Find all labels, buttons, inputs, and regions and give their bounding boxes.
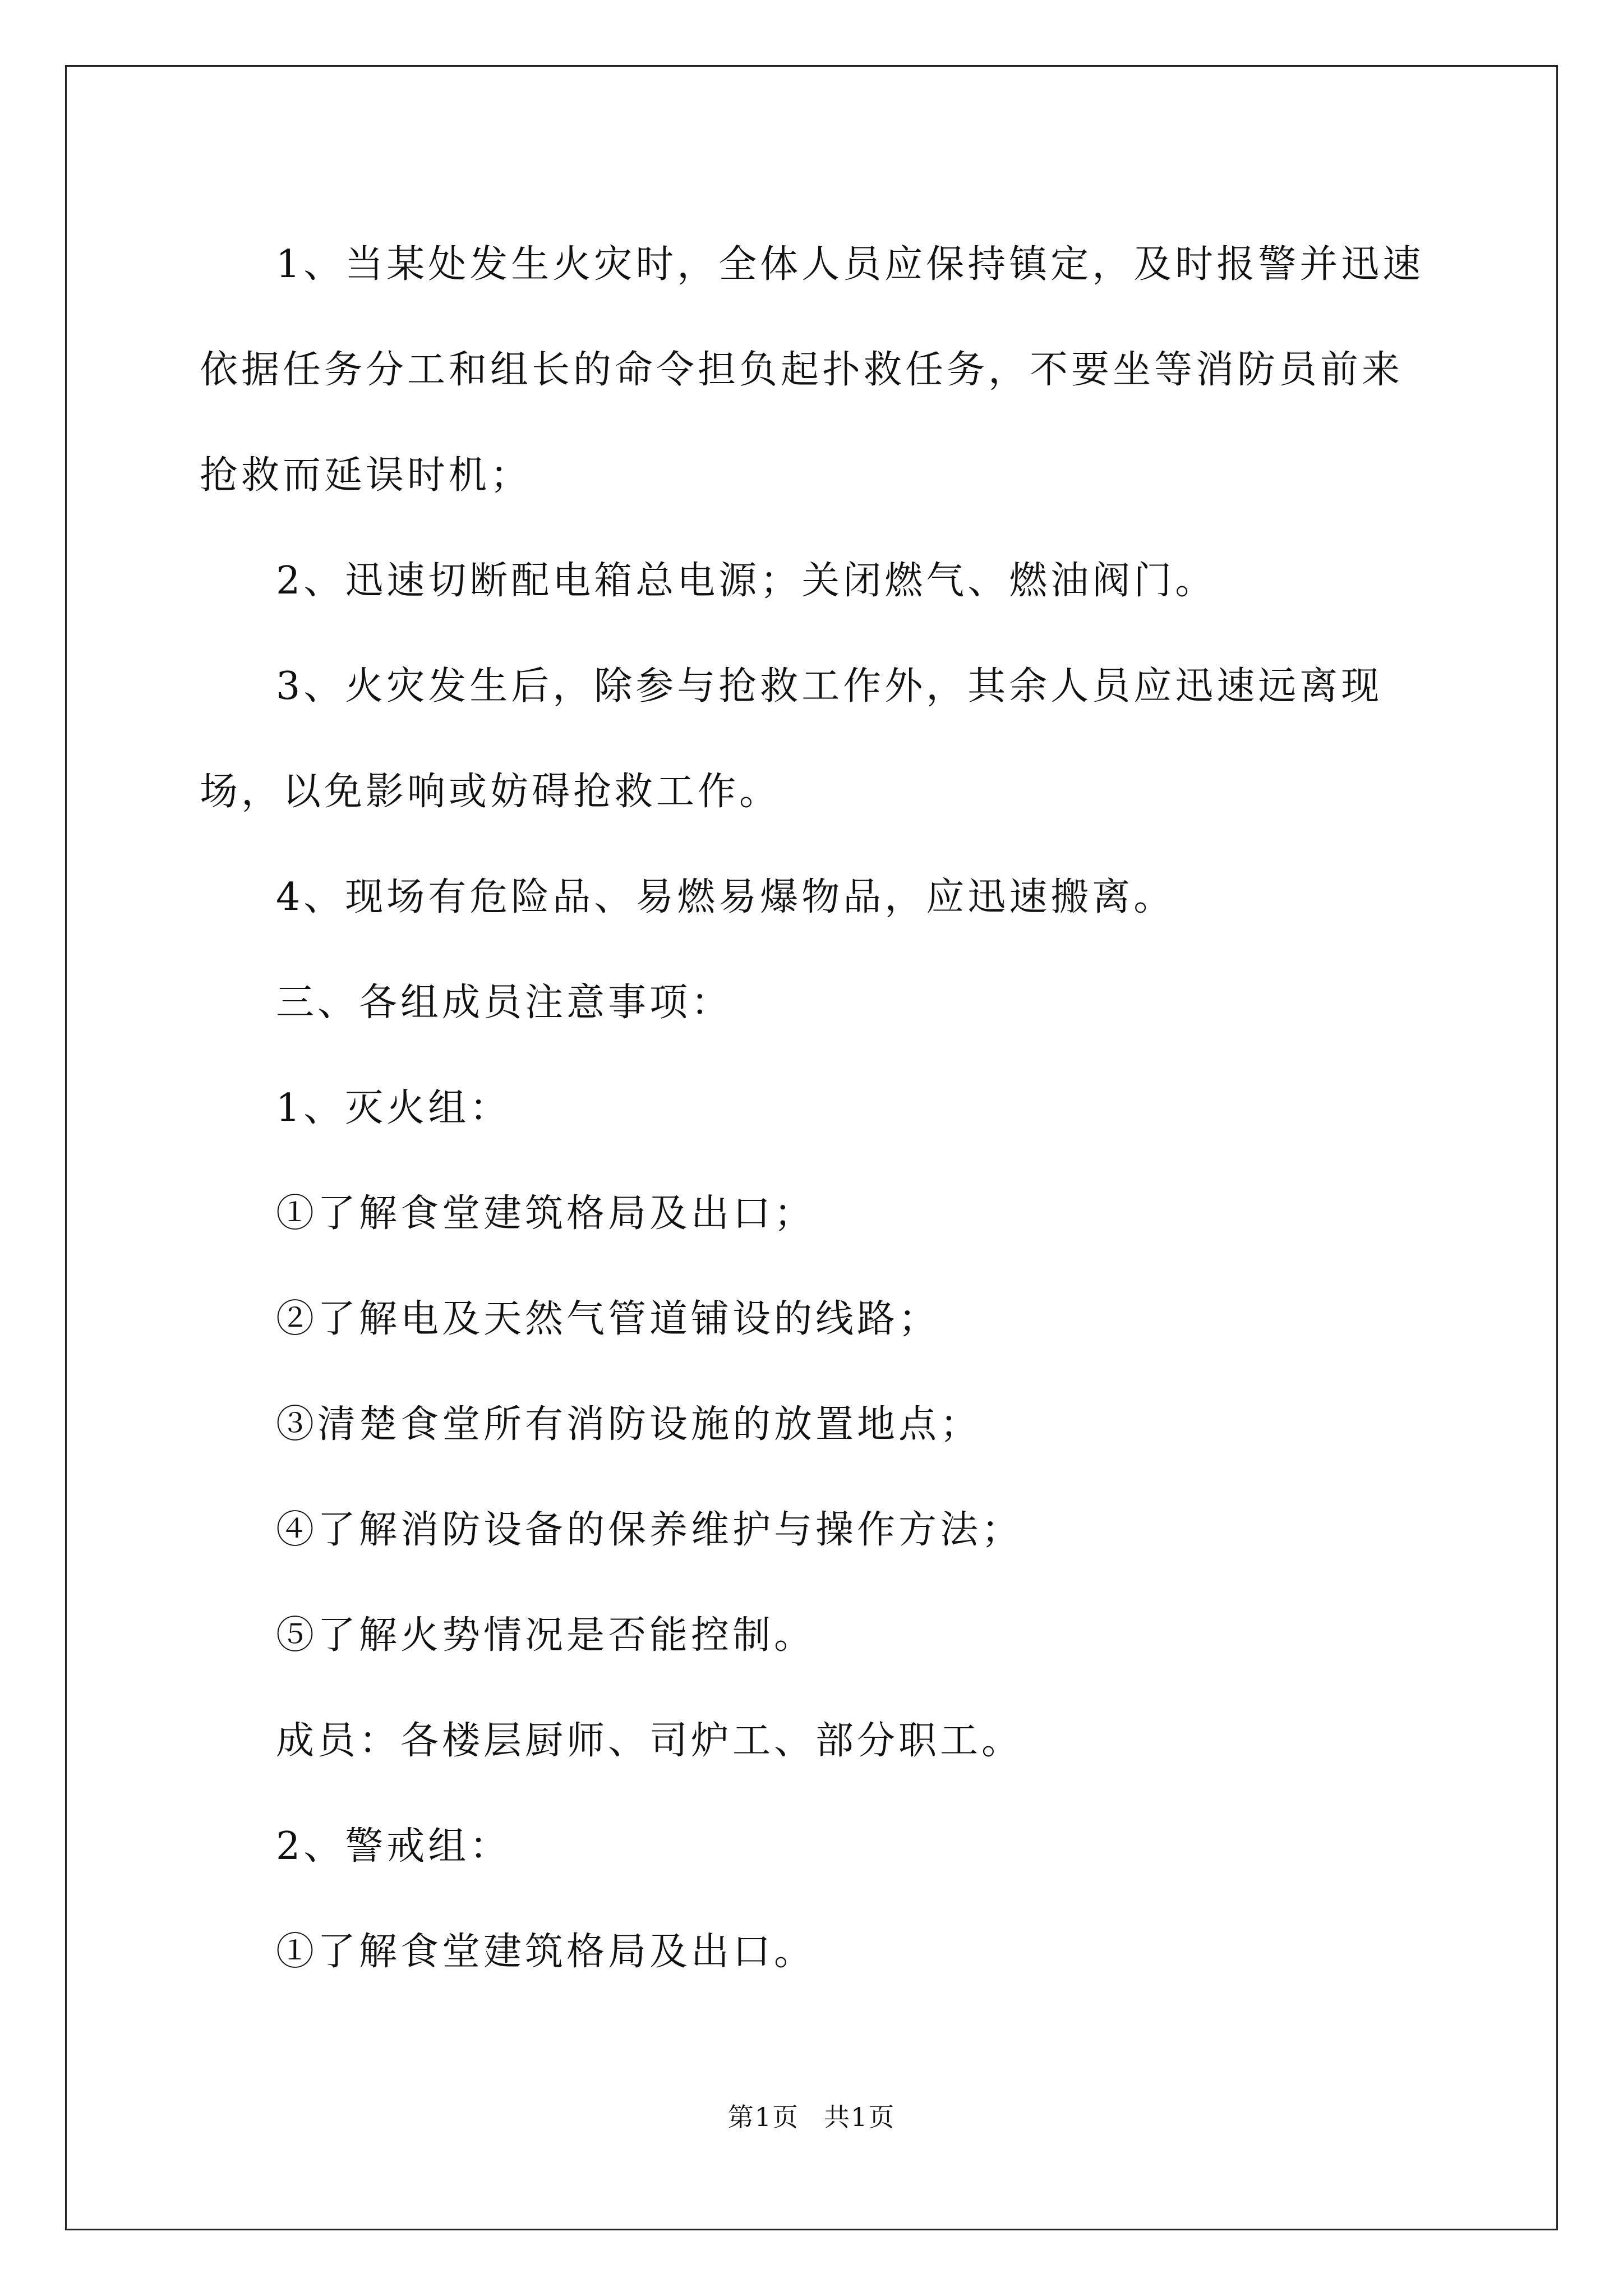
subsection-heading: 2、警戒组： bbox=[276, 1824, 511, 1869]
list-item: ①了解食堂建筑格局及出口； bbox=[276, 1191, 816, 1236]
list-item: ③清楚食堂所有消防设施的放置地点； bbox=[276, 1402, 982, 1447]
paragraph-4: 4、现场有危险品、易燃易爆物品，应迅速搬离。 bbox=[276, 875, 1175, 919]
document-body bbox=[200, 212, 1433, 2005]
section-heading: 三、各组成员注意事项： bbox=[276, 981, 733, 1025]
list-item: ②了解电及天然气管道铺设的线路； bbox=[276, 1297, 940, 1341]
page-footer bbox=[0, 2097, 1623, 2134]
members-line: 成员：各楼层厨师、司炉工、部分职工。 bbox=[276, 1719, 1023, 1763]
page-number: 第1页 bbox=[727, 2102, 799, 2132]
subsection-heading: 1、灭火组： bbox=[276, 1086, 511, 1130]
paragraph-3: 3、火灾发生后，除参与抢救工作外，其余人员应迅速远离现场，以免影响或妨碍抢救工作。 bbox=[200, 664, 1383, 814]
list-item: ①了解食堂建筑格局及出口。 bbox=[276, 1930, 816, 1974]
list-item: ⑤了解火势情况是否能控制。 bbox=[276, 1613, 816, 1658]
page-total: 共1页 bbox=[824, 2102, 896, 2132]
paragraph-2: 2、迅速切断配电箱总电源；关闭燃气、燃油阀门。 bbox=[276, 559, 1217, 603]
list-item: ④了解消防设备的保养维护与操作方法； bbox=[276, 1508, 1023, 1552]
paragraph-1: 1、当某处发生火灾时，全体人员应保持镇定，及时报警并迅速依据任务分工和组长的命令担负起扑救任务，不要坐等消防员前来抢救而延误时机； bbox=[200, 242, 1424, 498]
